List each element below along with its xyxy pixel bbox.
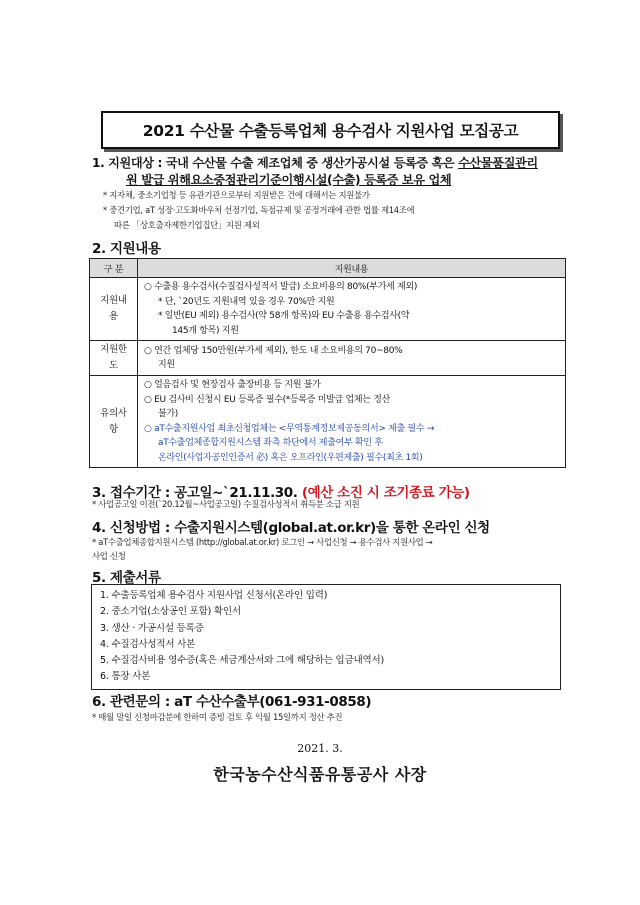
- table-row: [90, 341, 566, 376]
- row-label-limit: 지원한 도: [90, 341, 138, 376]
- table-row: [90, 278, 566, 341]
- section-1-heading-cont: 원 발급 위해요소중점관리기준이행시설(수출) 등록증 보유 업체: [126, 173, 452, 187]
- early-close-notice: (예산 소진 시 조기종료 가능): [301, 485, 470, 501]
- section-1-note-2-cont: 따른 「상호출자제한기업집단」지원 제외: [114, 220, 260, 230]
- section-1-note-1: * 지자체, 중소기업청 등 유관기관으로부터 지원받은 건에 대해서는 지원불가: [103, 190, 370, 200]
- section-4-note: * aT수출업체종합지원시스템 (http://global.at.or.kr) 로그인 → 사업신청 → 용수검사 지원사업 →: [92, 537, 433, 547]
- table-row: [90, 376, 566, 468]
- list-item: 1. 수출등록업체 용수검사 지원사업 신청서(온라인 입력): [100, 590, 328, 601]
- section-3-note: * 사업공고일 이전(`20.12월~사업공고일) 수질검사성적서 취득분 소급 지원: [92, 499, 360, 509]
- section-3-heading-text: 3. 접수기간 : 공고일~`21.11.30.: [92, 485, 298, 501]
- list-item: 2. 중소기업(소상공인 포함) 확인서: [100, 606, 241, 618]
- table-header-row: [90, 259, 566, 278]
- section-6-note: * 매월 말일 신청마감분에 한하여 증빙 검토 후 익월 15일까지 정산 추진: [92, 712, 343, 722]
- table-header-content: 지원내용: [138, 259, 566, 278]
- section-4-heading: 4. 신청방법 : 수출지원시스템(global.at.or.kr)을 통한 온라인 신청: [92, 520, 490, 536]
- issue-date: 2021. 3.: [297, 742, 343, 755]
- section-1-heading-text: 1. 지원대상 : 국내 수산물 수출 제조업체 중 생산가공시설 등록증 혹은: [92, 156, 459, 170]
- row-label-notes: 유의사 항: [90, 376, 138, 468]
- section-1-heading-underlined: 수산물품질관리: [458, 156, 538, 170]
- row-label-support: 지원내 용: [90, 278, 138, 341]
- list-item: 4. 수질검사성적서 사본: [100, 638, 196, 650]
- support-table: [89, 258, 566, 468]
- document-title: [101, 111, 560, 149]
- row-content-notes: ○ 얼음검사 및 현장검사 출장비용 등 지원 불가 ○ EU 검사비 신청시 EU 등록증 필수(*등록증 미발급 업체는 정산 불가) ○ aT수출지원사업 최초신청업체는 <무역통계정보제공동의서> 제출 필수 → aT수출업체종합지원시스템 좌측 하단에서 제출여부 확인 후 온라인(사업자공인인증서 必) 혹은 오프라인(우편제출) 필수(최초 1회): [138, 376, 566, 468]
- section-2-heading: 2. 지원내용: [92, 241, 161, 257]
- document-title-text: 2021 수산물 수출등록업체 용수검사 지원사업 모집공고: [142, 122, 519, 140]
- list-item: 3. 생산 · 가공시설 등록증: [100, 622, 204, 634]
- section-5-heading: 5. 제출서류: [92, 570, 161, 586]
- row-content-limit: ○ 연간 업체당 150만원(부가세 제외), 한도 내 소요비용의 70~80% 지원: [138, 341, 566, 376]
- section-4-note-cont: 사업 신청: [92, 551, 126, 561]
- required-documents-box: [91, 584, 561, 690]
- section-1-heading: [92, 154, 538, 171]
- list-item: 5. 수질검사비용 영수증(혹은 세금계산서와 그에 해당하는 입금내역서): [100, 655, 384, 667]
- list-item: 6. 통장 사본: [100, 671, 151, 683]
- row-content-support: ○ 수출용 용수검사(수질검사성적서 발급) 소요비용의 80%(부가세 제외) * 단, `20년도 지원내역 있을 경우 70%만 지원 * 일반(EU 제외) 용수검사(약 58개 항목)와 EU 수출용 용수검사(약 145개 항목) 지원: [138, 278, 566, 341]
- section-6-heading: 6. 관련문의 : aT 수산수출부(061-931-0858): [92, 694, 372, 710]
- table-header-category: 구 분: [90, 259, 138, 278]
- section-1-note-2: * 중견기업, aT 성장·고도화바우처 선정기업, 독점규제 및 공정거래에 관한 법률 제14조에: [103, 205, 415, 215]
- issuer-signature: 한국농수산식품유통공사 사장: [213, 765, 427, 784]
